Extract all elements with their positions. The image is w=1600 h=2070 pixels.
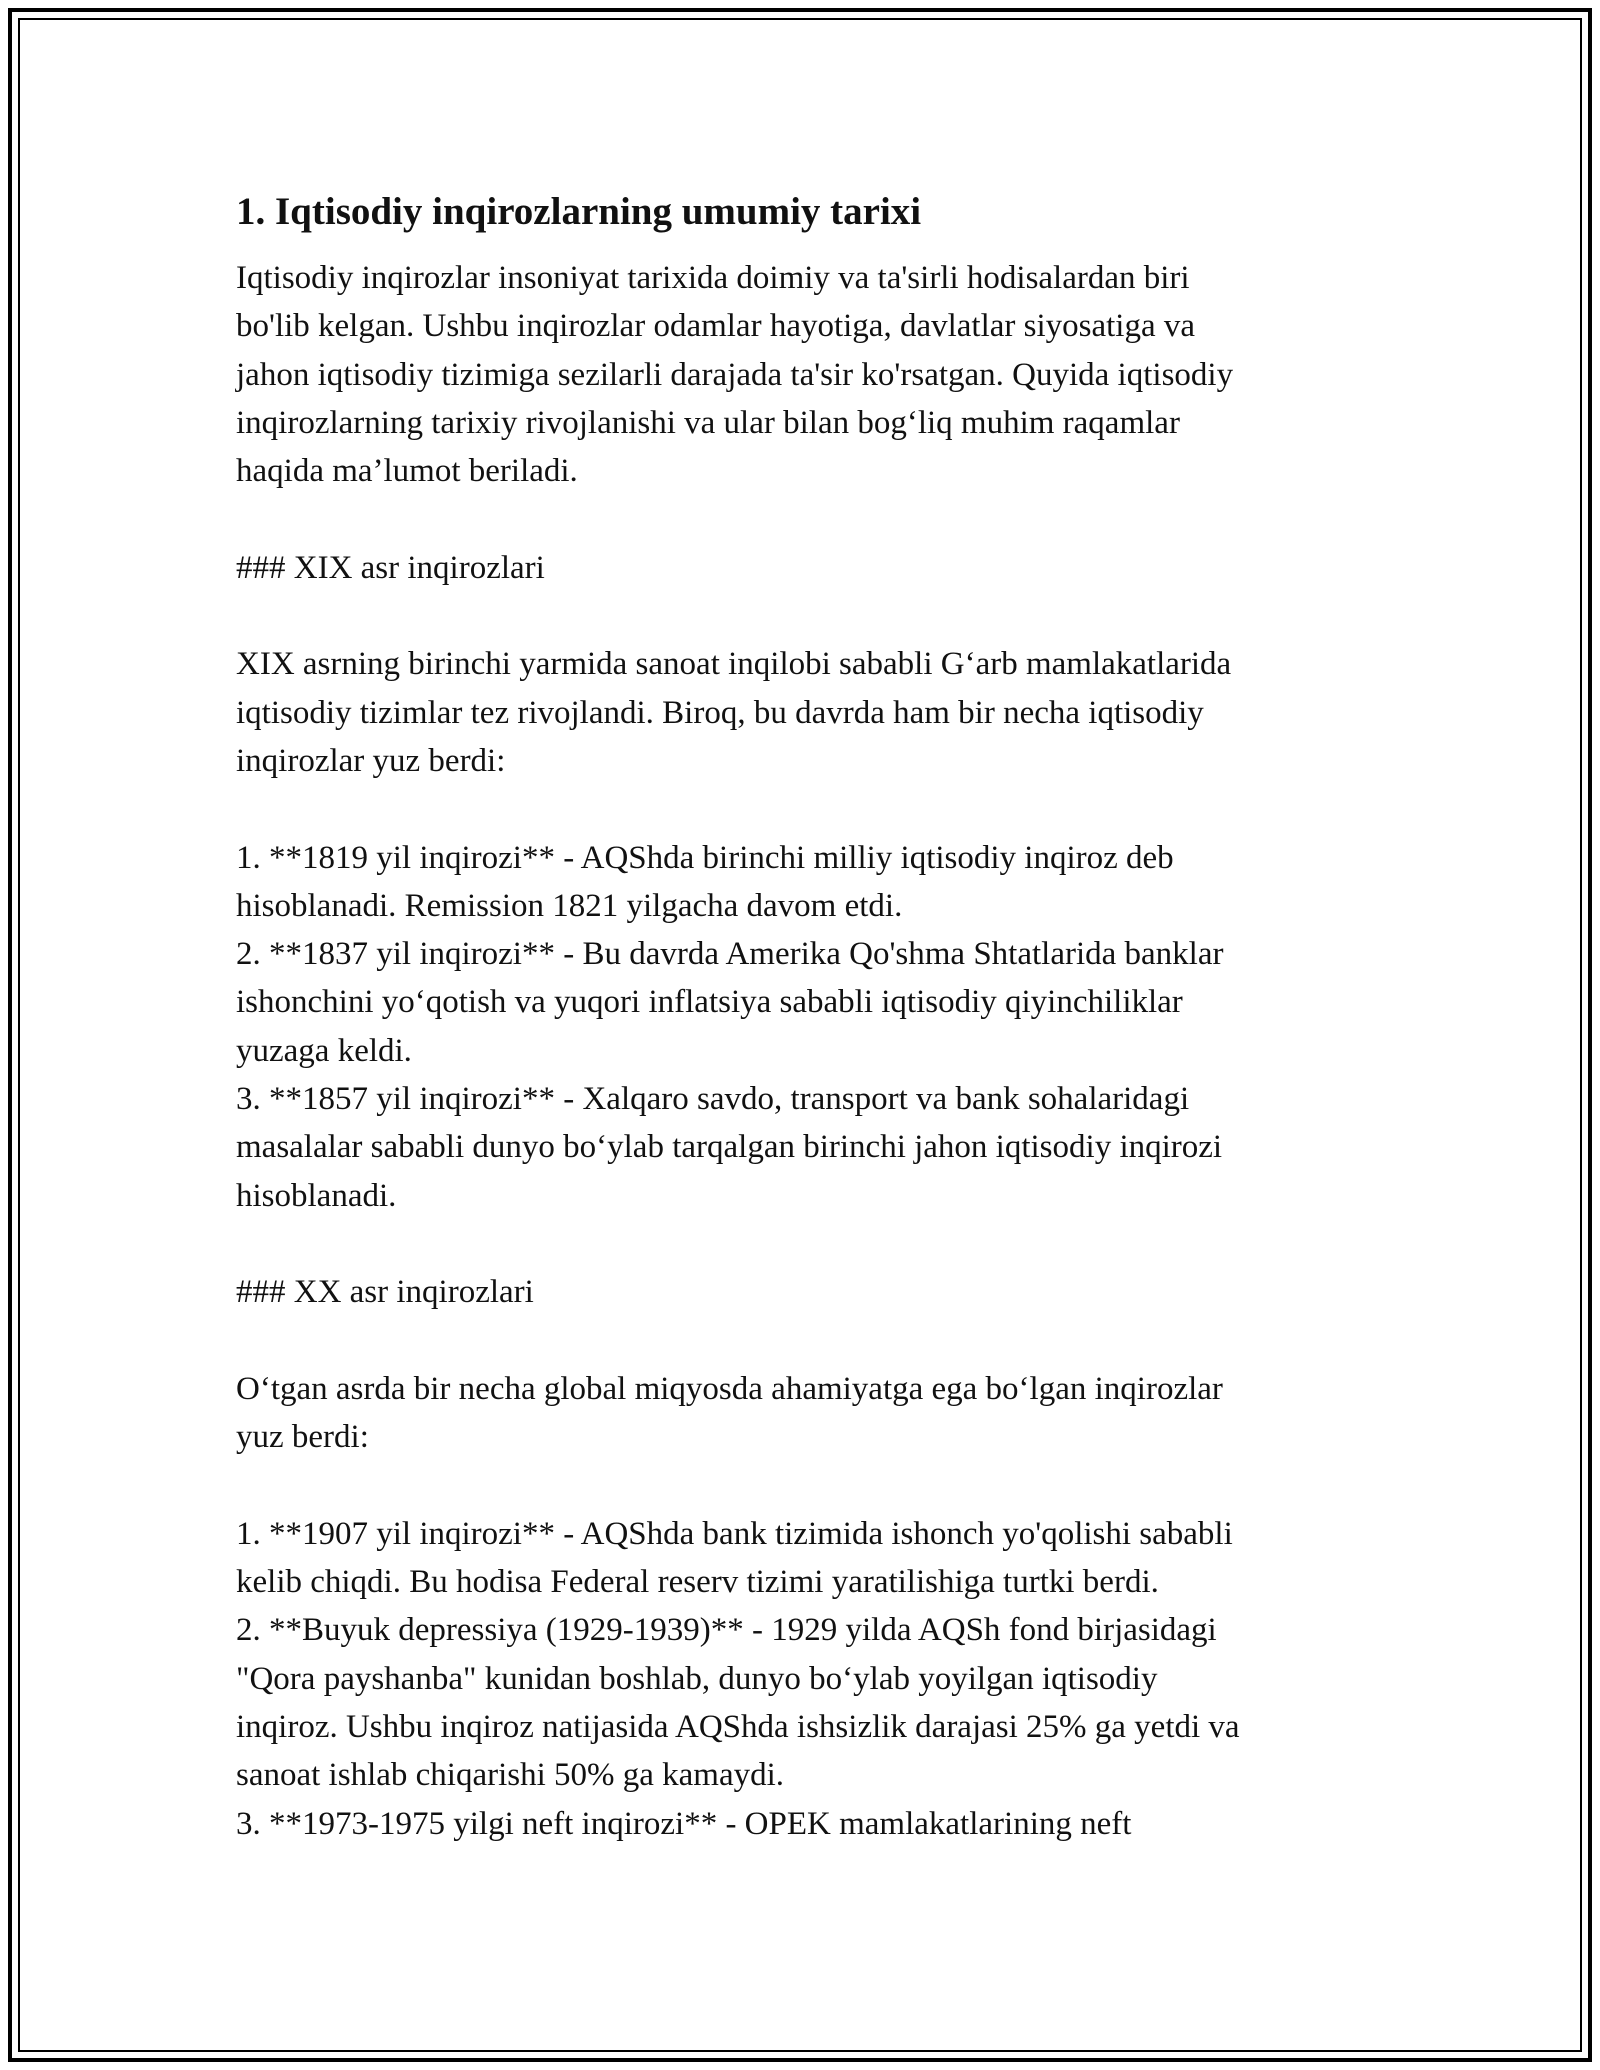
section-heading-xix: ### XIX asr inqirozlari bbox=[236, 549, 545, 586]
spacer bbox=[236, 1220, 1376, 1268]
list-item: 2. **Buyuk depressiya (1929-1939)** - 1929 yilda AQSh fond birjasidagi "Qora payshanba" kunidan boshlab, dunyo bo‘ylab yoyilgan iqtisodiy inqiroz. Ushbu inqiroz natijasida AQShda ishsizlik darajasi 25% ga yetdi va sanoat ishlab chiqarishi 50% ga kamaydi. bbox=[236, 1612, 1240, 1794]
section-intro-xix: XIX asrning birinchi yarmida sanoat inqilobi sababli G‘arb mamlakatlarida iqtisodiy tizimlar tez rivojlandi. Biroq, bu davrda ham bir necha iqtisodiy inqirozlar yuz berdi: bbox=[236, 646, 1232, 779]
list-item: 3. **1857 yil inqirozi** - Xalqaro savdo, transport va bank sohalaridagi masalalar sababli dunyo bo‘ylab tarqalgan birinchi jahon iqtisodiy inqirozi hisoblanadi. bbox=[236, 1081, 1223, 1214]
page-title: 1. Iqtisodiy inqirozlarning umumiy tarixi bbox=[236, 190, 922, 233]
spacer bbox=[236, 1317, 1376, 1365]
spacer bbox=[236, 1461, 1376, 1509]
spacer bbox=[236, 785, 1376, 833]
list-item: 3. **1973-1975 yilgi neft inqirozi** - OPEK mamlakatlarining neft bbox=[236, 1805, 1132, 1842]
section-intro-xx: O‘tgan asrda bir necha global miqyosda ahamiyatga ega bo‘lgan inqirozlar yuz berdi: bbox=[236, 1370, 1223, 1456]
list-item: 1. **1907 yil inqirozi** - AQShda bank tizimida ishonch yo'qolishi sababli kelib chiqdi. Bu hodisa Federal reserv tizimi yaratilishiga turtki berdi. bbox=[236, 1515, 1233, 1601]
section-heading-xx: ### XX asr inqirozlari bbox=[236, 1274, 534, 1311]
list-item: 1. **1819 yil inqirozi** - AQShda birinchi milliy iqtisodiy inqiroz deb hisoblanadi. Remission 1821 yilgacha davom etdi. bbox=[236, 839, 1174, 924]
document-body bbox=[236, 186, 1376, 1848]
list-item: 2. **1837 yil inqirozi** - Bu davrda Amerika Qo'shma Shtatlarida banklar ishonchini yo‘qotish va yuqori inflatsiya sababli iqtisodiy qiyinchiliklar yuzaga keldi. bbox=[236, 936, 1224, 1069]
spacer bbox=[236, 592, 1376, 640]
intro-paragraph: Iqtisodiy inqirozlar insoniyat tarixida doimiy va ta'sirli hodisalardan biri bo'lib kelgan. Ushbu inqirozlar odamlar hayotiga, davlatlar siyosatiga va jahon iqtisodiy tizimiga sezilarli darajada ta'sir ko'rsatgan. Quyida iqtisodiy inqirozlarning tarixiy rivojlanishi va ular bilan bog‘liq muhim raqamlar haqida ma’lumot beriladi. bbox=[236, 260, 1234, 490]
spacer bbox=[236, 495, 1376, 543]
